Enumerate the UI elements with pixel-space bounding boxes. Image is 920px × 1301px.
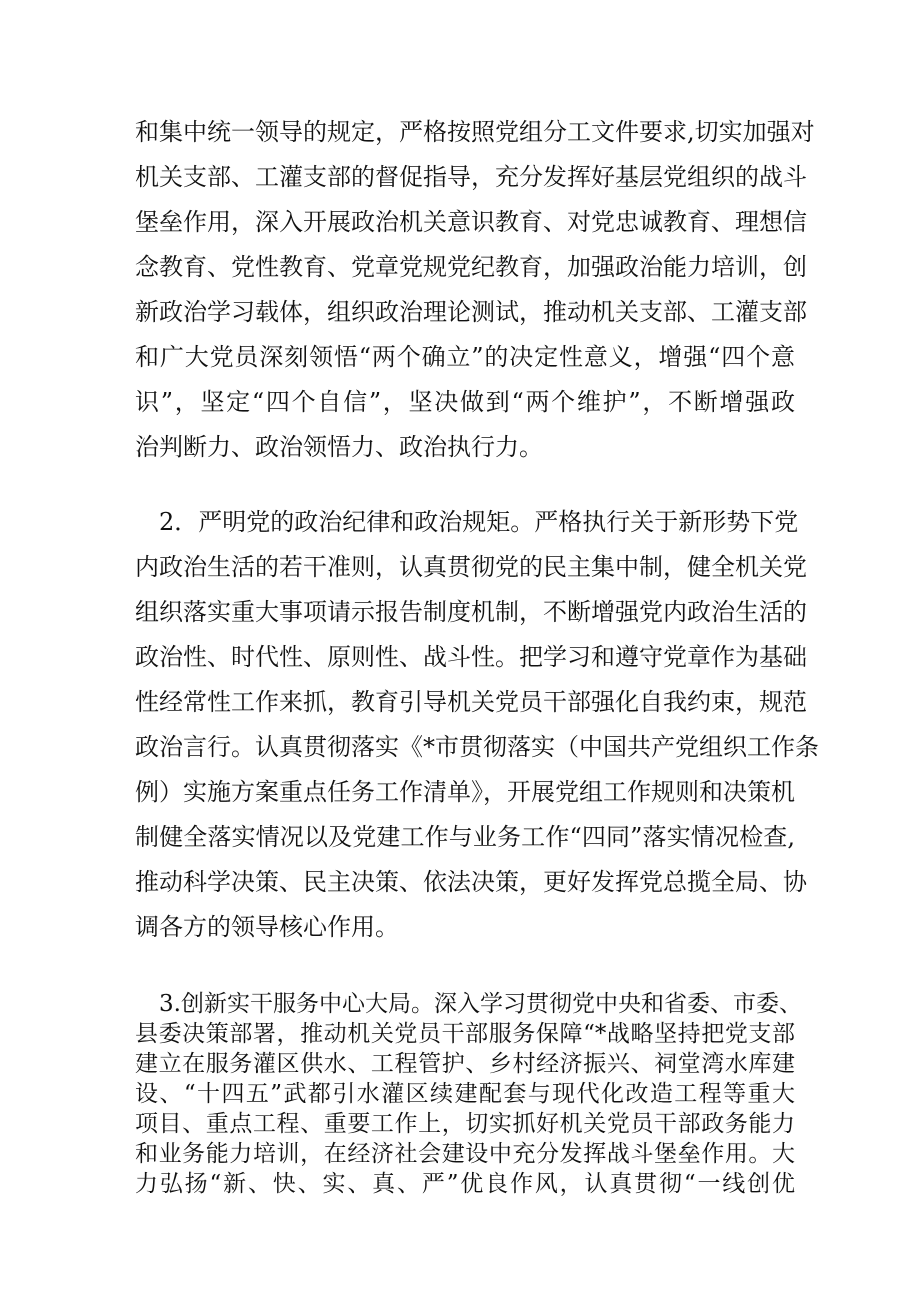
text-line: 新政治学习载体，组织政治理论测试，推动机关支部、工灌支部 (135, 298, 807, 326)
text-line: 3.创新实干服务中心大局。深入学习贯彻党中央和省委、市委、 (159, 991, 802, 1017)
text-line: 建立在服务灌区供水、工程管护、乡村经济振兴、祠堂湾水库建 (135, 1051, 795, 1077)
text-line: 识”，坚定“四个自信”，坚决做到“两个维护”，不断增强政 (135, 388, 795, 416)
text-line: 念教育、党性教育、党章党规党纪教育，加强政治能力培训，创 (135, 253, 807, 281)
text-line: 例）实施方案重点任务工作清单》，开展党组工作规则和决策机 (135, 778, 795, 806)
text-line: 政治言行。认真贯彻落实《*市贯彻落实（中国共产党组织工作条 (135, 733, 819, 761)
text-line: 组织落实重大事项请示报告制度机制，不断增强党内政治生活的 (135, 598, 807, 626)
text-line: 力弘扬“新、快、实、真、严”优良作风，认真贯彻“一线创优 (135, 1171, 795, 1197)
text-line: 和业务能力培训，在经济社会建设中充分发挥战斗堡垒作用。大 (135, 1141, 795, 1167)
text-line: 调各方的领导核心作用。 (135, 913, 399, 941)
text-line: 设、“十四五”武都引水灌区续建配套与现代化改造工程等重大 (135, 1081, 795, 1107)
text-line: 项目、重点工程、重要工作上，切实抓好机关党员干部政务能力 (135, 1111, 795, 1137)
text-line: 堡垒作用，深入开展政治机关意识教育、对党忠诚教育、理想信 (135, 208, 807, 236)
text-line: 和广大党员深刻领悟“两个确立”的决定性意义，增强“四个意 (135, 343, 795, 371)
text-line: 内政治生活的若干准则，认真贯彻党的民主集中制，健全机关党 (135, 553, 807, 581)
text-line: 政治性、时代性、原则性、战斗性。把学习和遵守党章作为基础 (135, 643, 807, 671)
text-line: 推动科学决策、民主决策、依法决策，更好发挥党总揽全局、协 (135, 868, 807, 896)
text-line: 2．严明党的政治纪律和政治规矩。严格执行关于新形势下党 (159, 508, 799, 536)
text-line: 机关支部、工灌支部的督促指导，充分发挥好基层党组织的战斗 (135, 163, 807, 191)
text-line: 治判断力、政治领悟力、政治执行力。 (135, 433, 543, 461)
text-line: 制健全落实情况以及党建工作与业务工作“四同”落实情况检查, (135, 823, 795, 851)
text-line: 性经常性工作来抓，教育引导机关党员干部强化自我约束，规范 (135, 688, 807, 716)
text-line: 县委决策部署，推动机关党员干部服务保障“*战略坚持把党支部 (135, 1021, 795, 1047)
text-line: 和集中统一领导的规定，严格按照党组分工文件要求,切实加强对 (135, 118, 815, 146)
